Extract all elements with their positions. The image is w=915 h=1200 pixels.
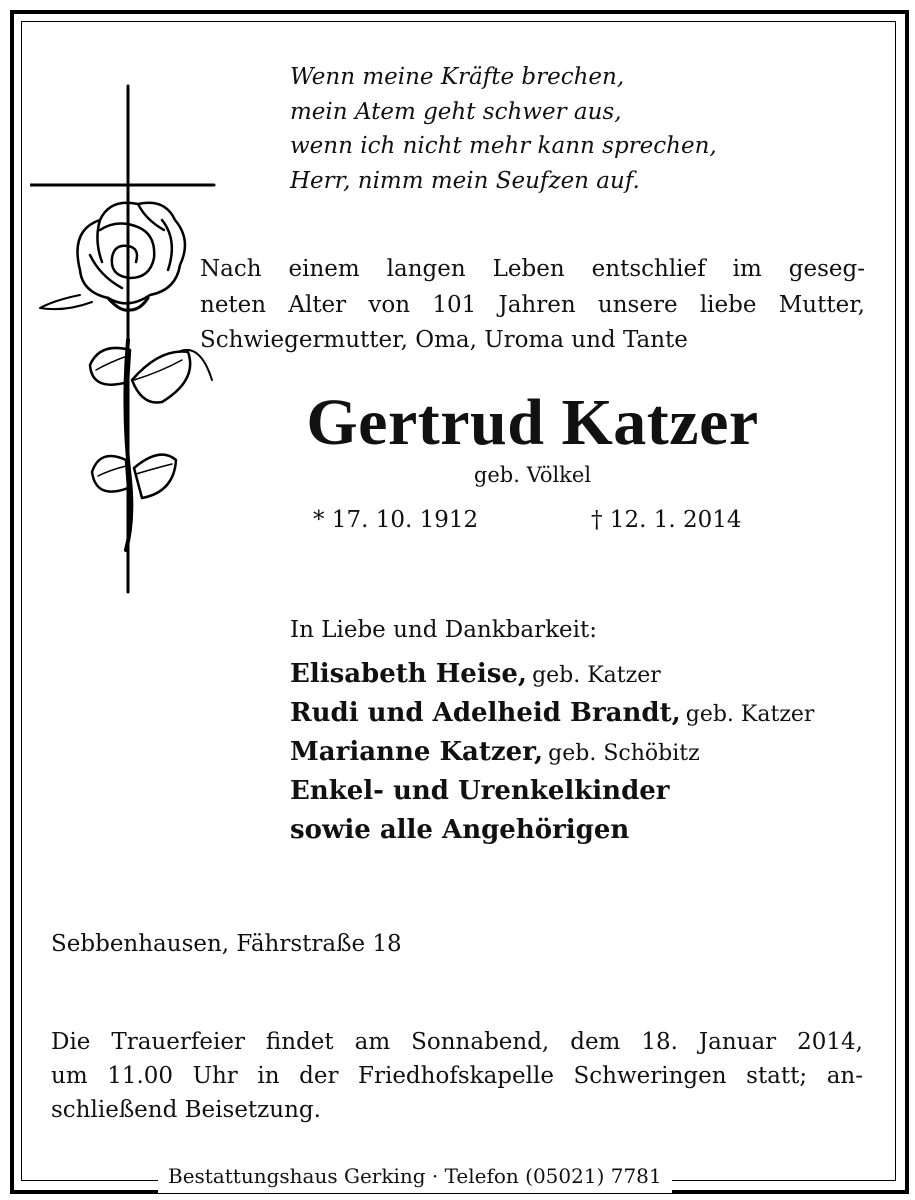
mourners-intro: In Liebe und Dankbarkeit:	[290, 617, 597, 643]
mourner-line	[290, 812, 814, 851]
mourner-name: Enkel- und Urenkelkinder	[290, 776, 670, 806]
announcement-line: Nach einem langen Leben entschlief im geseg-	[200, 256, 865, 282]
mourner-note: geb. Katzer	[685, 702, 815, 727]
birth-date: * 17. 10. 1912	[313, 507, 479, 533]
funeral-home-footer: Bestattungshaus Gerking · Telefon (05021) 7781	[158, 1159, 672, 1193]
mourner-line	[290, 695, 814, 734]
mourners-list	[290, 656, 814, 851]
mourner-line	[290, 734, 814, 773]
mourner-line	[290, 656, 814, 695]
verse-block	[290, 60, 717, 198]
cross-with-rose-icon	[30, 80, 220, 600]
verse-line: wenn ich nicht mehr kann sprechen,	[290, 133, 717, 159]
mourner-name: Rudi und Adelheid Brandt,	[290, 698, 681, 728]
mourner-note: geb. Schöbitz	[548, 741, 700, 766]
announcement-text	[200, 252, 865, 359]
service-info	[51, 1025, 863, 1127]
mourner-name: Elisabeth Heise,	[290, 659, 527, 689]
family-address: Sebbenhausen, Fährstraße 18	[51, 931, 402, 957]
verse-line: mein Atem geht schwer aus,	[290, 98, 622, 125]
service-line: um 11.00 Uhr in der Friedhofskapelle Schweringen statt; an-	[51, 1063, 863, 1089]
mourner-name: sowie alle Angehörigen	[290, 815, 630, 845]
announcement-line: Schwiegermutter, Oma, Uroma und Tante	[200, 327, 688, 353]
mourner-note: geb. Katzer	[532, 663, 661, 688]
verse-line: Wenn meine Kräfte brechen,	[290, 64, 625, 90]
verse-line: Herr, nimm mein Seufzen auf.	[290, 167, 640, 194]
service-line: schließend Beisetzung.	[51, 1097, 321, 1123]
maiden-name: geb. Völkel	[473, 463, 592, 487]
announcement-line: neten Alter von 101 Jahren unsere liebe Mutter,	[200, 291, 865, 318]
deceased-name: Gertrud Katzer	[306, 386, 759, 459]
death-date: † 12. 1. 2014	[591, 507, 742, 533]
mourner-name: Marianne Katzer,	[290, 737, 544, 767]
service-line: Die Trauerfeier findet am Sonnabend, dem 18. Januar 2014,	[51, 1029, 863, 1055]
mourner-line	[290, 773, 814, 812]
